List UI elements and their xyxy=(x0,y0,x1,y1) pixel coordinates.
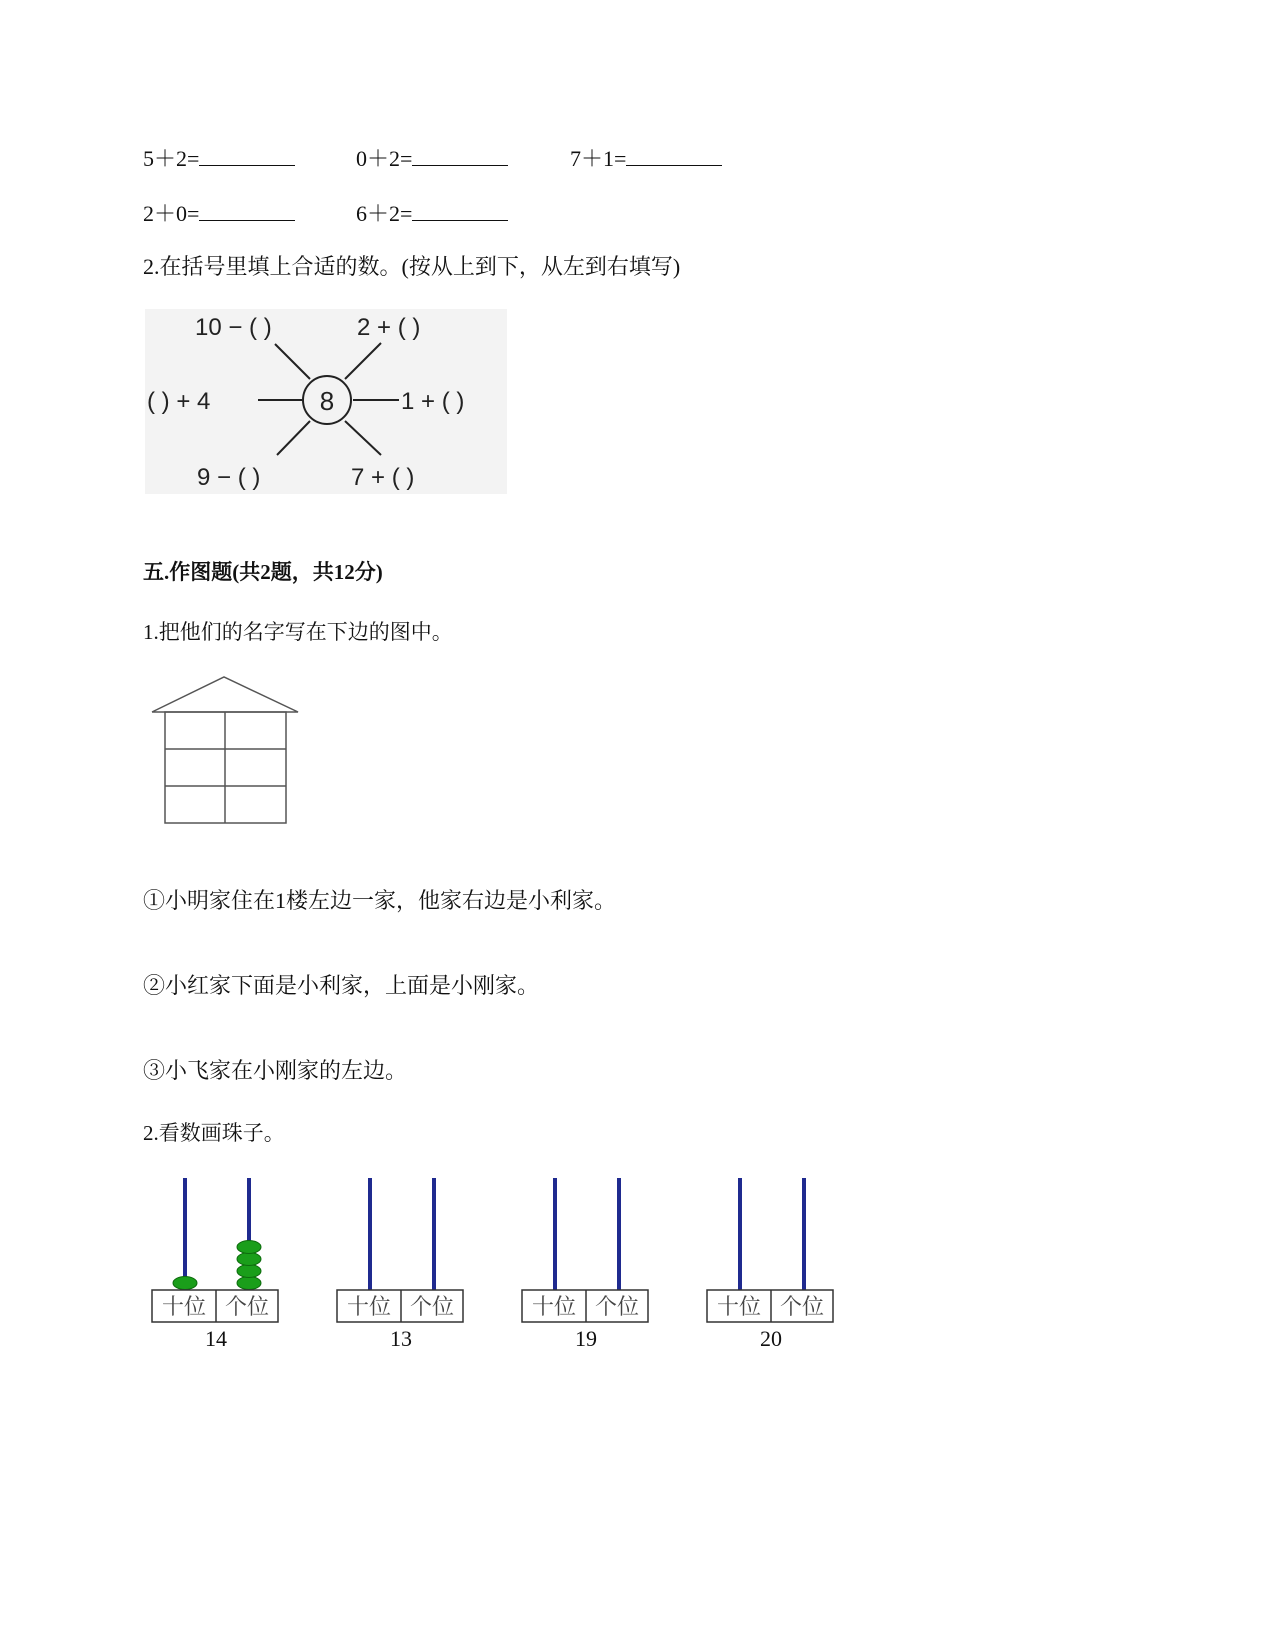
arith-item: 2＋0= xyxy=(143,201,295,227)
ones-label: 个位 xyxy=(594,1294,640,1319)
clue-text: ①小明家住在1楼左边一家，他家右边是小利家。 xyxy=(143,888,617,913)
arith-item: 6＋2= xyxy=(356,201,508,227)
house-cell[interactable] xyxy=(166,713,224,748)
section-heading: 五.作图题(共2题，共12分) xyxy=(143,560,383,584)
house-cell[interactable] xyxy=(226,750,285,785)
number-star-diagram xyxy=(145,309,507,494)
diagram-expression: 9 − ( ) xyxy=(197,464,261,491)
tens-bead xyxy=(173,1277,197,1290)
ones-label: 个位 xyxy=(409,1294,455,1319)
diagram-expression: 7 + ( ) xyxy=(351,464,415,491)
diagram-expression: ( ) + 4 xyxy=(147,388,211,415)
tens-label: 十位 xyxy=(531,1294,577,1319)
abacus-number: 13 xyxy=(390,1326,412,1351)
abacus xyxy=(335,1176,467,1352)
abacus-row xyxy=(150,1176,850,1356)
arith-item: 0＋2= xyxy=(356,146,508,172)
question-prompt: 2.在括号里填上合适的数。(按从上到下，从左到右填写) xyxy=(143,254,681,279)
house-cell[interactable] xyxy=(226,713,285,748)
abacus xyxy=(520,1176,652,1352)
diagram-expression: 1 + ( ) xyxy=(401,388,465,415)
diagram-expression: 2 + ( ) xyxy=(357,314,421,341)
arith-item: 5＋2= xyxy=(143,146,295,172)
clue-text: ②小红家下面是小利家，上面是小刚家。 xyxy=(143,973,540,998)
abacus-number: 20 xyxy=(760,1326,782,1351)
abacus-number: 19 xyxy=(575,1326,597,1351)
diagram-expression: 10 − ( ) xyxy=(195,314,272,341)
ones-label: 个位 xyxy=(224,1294,270,1319)
ones-label: 个位 xyxy=(779,1294,825,1319)
house-roof xyxy=(152,677,298,712)
house-cell[interactable] xyxy=(226,787,285,822)
answer-blank[interactable] xyxy=(626,147,722,166)
answer-blank[interactable] xyxy=(199,147,295,166)
answer-blank[interactable] xyxy=(199,202,295,221)
tens-label: 十位 xyxy=(161,1294,207,1319)
answer-blank[interactable] xyxy=(412,147,508,166)
answer-blank[interactable] xyxy=(412,202,508,221)
question-prompt: 1.把他们的名字写在下边的图中。 xyxy=(143,620,453,644)
house-cell[interactable] xyxy=(166,750,224,785)
arith-item: 7＋1= xyxy=(570,146,722,172)
tens-label: 十位 xyxy=(716,1294,762,1319)
abacus xyxy=(150,1176,282,1352)
ones-bead xyxy=(237,1277,261,1290)
ones-bead xyxy=(237,1265,261,1278)
question-prompt: 2.看数画珠子。 xyxy=(143,1121,285,1145)
abacus xyxy=(705,1176,837,1352)
house-grid-drawing xyxy=(148,674,303,830)
abacus-number: 14 xyxy=(205,1326,227,1351)
ones-bead xyxy=(237,1241,261,1254)
center-number: 8 xyxy=(319,386,335,416)
clue-text: ③小飞家在小刚家的左边。 xyxy=(143,1058,408,1083)
house-cell[interactable] xyxy=(166,787,224,822)
tens-label: 十位 xyxy=(346,1294,392,1319)
ones-bead xyxy=(237,1253,261,1266)
